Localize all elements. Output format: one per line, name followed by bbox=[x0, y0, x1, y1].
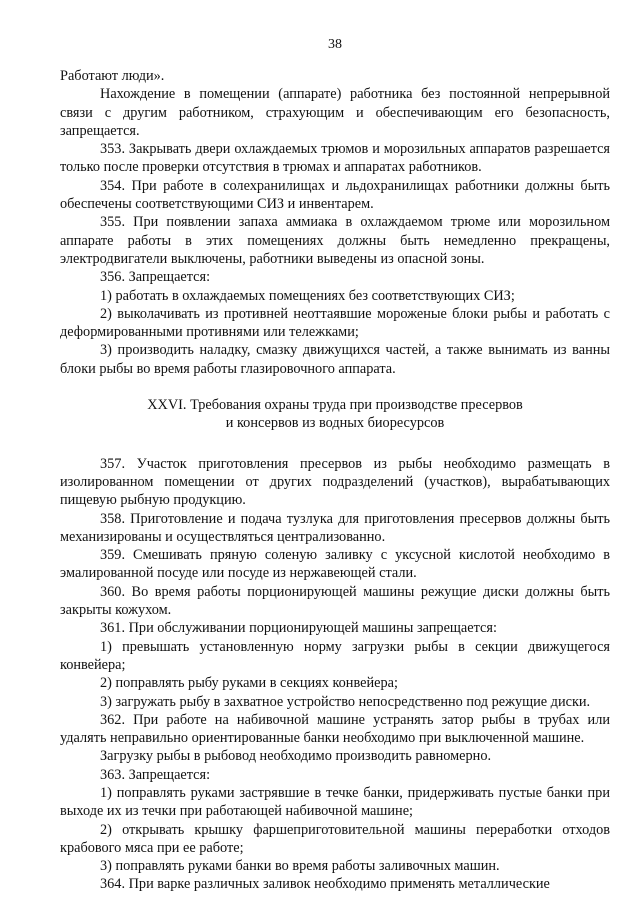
paragraph: 3) производить наладку, смазку движущихся частей, а также вынимать из ванны блоки рыбы во время работы глазировочного аппарата. bbox=[60, 342, 610, 377]
paragraph: 364. При варке различных заливок необходимо применять металлические bbox=[100, 876, 550, 893]
paragraph: 360. Во время работы порционирующей машины режущие диски должны быть закрыты кожухом. bbox=[60, 583, 610, 619]
paragraph: 1) поправлять руками застрявшие в течке банки, придерживать пустые банки при выходе их из течки при работающей набивочной машине; bbox=[60, 784, 610, 820]
paragraph: 354. При работе в солехранилищах и льдохранилищах работники должны быть обеспечены соответствующими СИЗ и инвентарем. bbox=[60, 177, 610, 213]
paragraph: Нахождение в помещении (аппарате) работника без постоянной непрерывной связи с другим работником, страхующим и обеспечивающим его безопасность, запрещается. bbox=[60, 86, 610, 139]
paragraph: 353. Закрывать двери охлаждаемых трюмов и морозильных аппаратов разрешается только после проверки отсутствия в трюмах и аппаратах работников. bbox=[60, 141, 610, 176]
paragraph: 361. При обслуживании порционирующей машины запрещается: bbox=[100, 620, 497, 637]
paragraph: Загрузку рыбы в рыбовод необходимо производить равномерно. bbox=[100, 748, 492, 765]
paragraph: 355. При появлении запаха аммиака в охлаждаемом трюме или морозильном аппарате работы в этих помещениях должны быть немедленно прекращены, электродвигатели выключены, работники выведены из опасной зоны. bbox=[60, 214, 610, 267]
paragraph: 3) загружать рыбу в захватное устройство непосредственно под режущие диски. bbox=[100, 693, 591, 710]
paragraph: 2) открывать крышку фаршеприготовительной машины переработки отходов крабового мяса при ее работе; bbox=[60, 821, 610, 856]
paragraph: Работают люди». bbox=[60, 68, 165, 84]
paragraph: 358. Приготовление и подача тузлука для приготовления пресервов должны быть механизированы и осуществляться централизованно. bbox=[60, 510, 610, 545]
document-body bbox=[60, 67, 610, 894]
paragraph: 2) поправлять рыбу руками в секциях конвейера; bbox=[100, 675, 398, 692]
section-heading-line-1: XXVI. Требования охраны труда при производстве пресервов bbox=[147, 397, 523, 414]
paragraph: 362. При работе на набивочной машине устранять затор рыбы в трубах или удалять неправильно ориентированные банки необходимо при выключенной машине. bbox=[60, 711, 610, 747]
paragraph: 2) выколачивать из противней неоттаявшие мороженые блоки рыбы и работать с деформированными противнями или тележками; bbox=[60, 305, 610, 341]
paragraph: 3) поправлять руками банки во время работы заливочных машин. bbox=[100, 858, 500, 875]
section-heading bbox=[60, 396, 610, 433]
page-number: 38 bbox=[328, 37, 342, 52]
section-heading-line-2: и консервов из водных биоресурсов bbox=[225, 415, 445, 432]
paragraph: 357. Участок приготовления пресервов из рыбы необходимо размещать в изолированном помещении от других подразделений (участков), вырабатывающих пищевую рыбную продукцию. bbox=[60, 455, 610, 509]
paragraph: 356. Запрещается: bbox=[100, 269, 211, 286]
paragraphs-before-section bbox=[60, 67, 610, 378]
paragraph: 363. Запрещается: bbox=[100, 766, 211, 783]
paragraph: 359. Смешивать пряную соленую заливку с уксусной кислотой необходимо в эмалированной посуде или посуде из нержавеющей стали. bbox=[60, 547, 610, 582]
paragraphs-after-section bbox=[60, 455, 610, 894]
paragraph: 1) работать в охлаждаемых помещениях без соответствующих СИЗ; bbox=[100, 287, 515, 304]
paragraph: 1) превышать установленную норму загрузки рыбы в секции движущегося конвейера; bbox=[60, 638, 610, 673]
